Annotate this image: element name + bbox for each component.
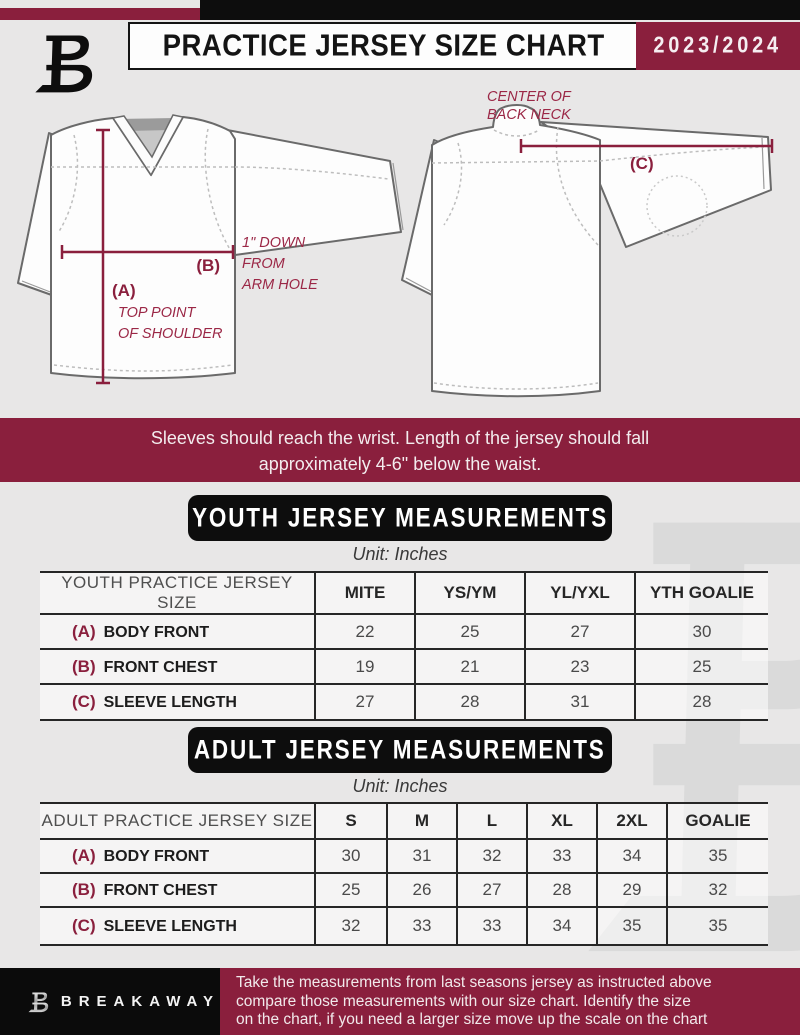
adult-header-row <box>40 803 768 839</box>
youth-header-ylyxl: YL/YXL <box>525 572 635 614</box>
adult-front-chest-goalie: 32 <box>667 873 768 907</box>
page-title: PRACTICE JERSEY SIZE CHART <box>162 28 605 63</box>
adult-header-m: M <box>387 803 457 839</box>
row-label: SLEEVE LENGTH <box>103 918 237 935</box>
youth-body-front-ylyxl: 27 <box>525 614 635 649</box>
adult-body-front-s: 30 <box>315 839 387 873</box>
adult-front-chest-xl: 28 <box>527 873 597 907</box>
youth-header-ysym: YS/YM <box>415 572 525 614</box>
youth-row-front-chest <box>40 649 768 684</box>
row-tag: (B) <box>72 656 96 676</box>
label-c-note-1: CENTER OF <box>487 89 571 105</box>
footer-brand-name: BREAKAWAY <box>60 993 220 1010</box>
adult-body-front-m: 31 <box>387 839 457 873</box>
fit-notice-banner <box>0 418 800 482</box>
row-label: BODY FRONT <box>103 623 210 641</box>
youth-sleeve-length-goalie: 28 <box>635 684 768 720</box>
footer-line-3: on the chart, if you need a larger size move up the scale on the chart <box>236 1011 708 1028</box>
youth-sleeve-length-ysym: 28 <box>415 684 525 720</box>
row-tag: (B) <box>72 880 96 899</box>
row-label: BODY FRONT <box>103 848 210 865</box>
label-b-note-1: 1" DOWN <box>242 235 306 251</box>
adult-header-xl: XL <box>527 803 597 839</box>
youth-sleeve-length-mite: 27 <box>315 684 415 720</box>
back-jersey-diagram <box>398 85 800 405</box>
youth-header-label: YOUTH PRACTICE JERSEY SIZE <box>61 573 293 612</box>
adult-sleeve-length-xl: 34 <box>527 907 597 945</box>
breakaway-b-logo-icon <box>28 28 94 98</box>
youth-front-chest-mite: 19 <box>315 649 415 684</box>
adult-front-chest-s: 25 <box>315 873 387 907</box>
youth-header-mite: MITE <box>315 572 415 614</box>
youth-sleeve-length-ylyxl: 31 <box>525 684 635 720</box>
fit-notice-line-2: approximately 4-6" below the waist. <box>258 454 542 474</box>
youth-size-table <box>40 571 768 721</box>
adult-row-sleeve-length <box>40 907 768 945</box>
adult-header-s: S <box>315 803 387 839</box>
youth-front-chest-goalie: 25 <box>635 649 768 684</box>
top-maroon-bar <box>0 8 200 20</box>
youth-header-row <box>40 572 768 614</box>
adult-sleeve-length-2xl: 35 <box>597 907 667 945</box>
footer-line-1: Take the measurements from last seasons jersey as instructed above <box>236 974 712 991</box>
fit-notice-line-1: Sleeves should reach the wrist. Length of the jersey should fall <box>150 428 650 448</box>
youth-front-chest-ysym: 21 <box>415 649 525 684</box>
label-a-note-2: OF SHOULDER <box>118 326 223 342</box>
adult-header-goalie: GOALIE <box>667 803 768 839</box>
label-b-note-2: FROM <box>242 256 285 272</box>
adult-sleeve-length-s: 32 <box>315 907 387 945</box>
row-label: SLEEVE LENGTH <box>103 694 237 711</box>
adult-header-label: ADULT PRACTICE JERSEY SIZE <box>41 811 313 830</box>
youth-body-front-goalie: 30 <box>635 614 768 649</box>
row-tag: (A) <box>72 621 96 641</box>
adult-header-2xl: 2XL <box>597 803 667 839</box>
footer-brand-box <box>0 968 220 1035</box>
label-a-tag: (A) <box>112 281 136 300</box>
adult-body-front-l: 32 <box>457 839 527 873</box>
label-b-tag: (B) <box>196 256 220 275</box>
adult-unit-label: Unit: Inches <box>352 776 448 796</box>
youth-section-banner <box>188 495 612 541</box>
season-label: 2023/2024 <box>653 32 783 59</box>
youth-front-chest-ylyxl: 23 <box>525 649 635 684</box>
row-tag: (C) <box>72 692 96 711</box>
adult-section-heading: ADULT JERSEY MEASUREMENTS <box>194 734 606 765</box>
youth-section-heading: YOUTH JERSEY MEASUREMENTS <box>192 502 608 533</box>
adult-front-chest-l: 27 <box>457 873 527 907</box>
label-b-note-3: ARM HOLE <box>242 277 318 293</box>
adult-body-front-xl: 33 <box>527 839 597 873</box>
adult-front-chest-m: 26 <box>387 873 457 907</box>
adult-header-l: L <box>457 803 527 839</box>
footer-line-2: compare those measurements with our size chart. Identify the size <box>236 992 691 1010</box>
adult-body-front-2xl: 34 <box>597 839 667 873</box>
label-c-tag: (C) <box>630 154 654 173</box>
footer-breakaway-b-icon <box>26 987 49 1017</box>
adult-section-banner <box>188 727 612 773</box>
adult-sleeve-length-goalie: 35 <box>667 907 768 945</box>
row-label: FRONT CHEST <box>103 882 218 899</box>
label-a-note-1: TOP POINT <box>118 305 196 321</box>
back-torso <box>432 105 600 396</box>
title-box <box>128 22 640 70</box>
youth-unit-label: Unit: Inches <box>352 544 448 564</box>
adult-row-front-chest <box>40 873 768 907</box>
adult-size-table <box>40 802 768 946</box>
row-tag: (A) <box>72 846 96 865</box>
footer-instructions <box>220 968 800 1035</box>
youth-body-front-mite: 22 <box>315 614 415 649</box>
adult-sleeve-length-m: 33 <box>387 907 457 945</box>
youth-row-body-front <box>40 614 768 649</box>
youth-body-front-ysym: 25 <box>415 614 525 649</box>
season-box <box>636 22 800 70</box>
front-jersey-diagram <box>12 105 432 410</box>
adult-row-body-front <box>40 839 768 873</box>
adult-front-chest-2xl: 29 <box>597 873 667 907</box>
adult-sleeve-length-l: 33 <box>457 907 527 945</box>
adult-body-front-goalie: 35 <box>667 839 768 873</box>
top-black-bar <box>200 0 800 20</box>
row-label: FRONT CHEST <box>103 658 218 676</box>
label-c-note-2: BACK NECK <box>487 107 571 123</box>
row-tag: (C) <box>72 916 96 935</box>
youth-header-goalie: YTH GOALIE <box>635 572 768 614</box>
youth-row-sleeve-length <box>40 684 768 720</box>
